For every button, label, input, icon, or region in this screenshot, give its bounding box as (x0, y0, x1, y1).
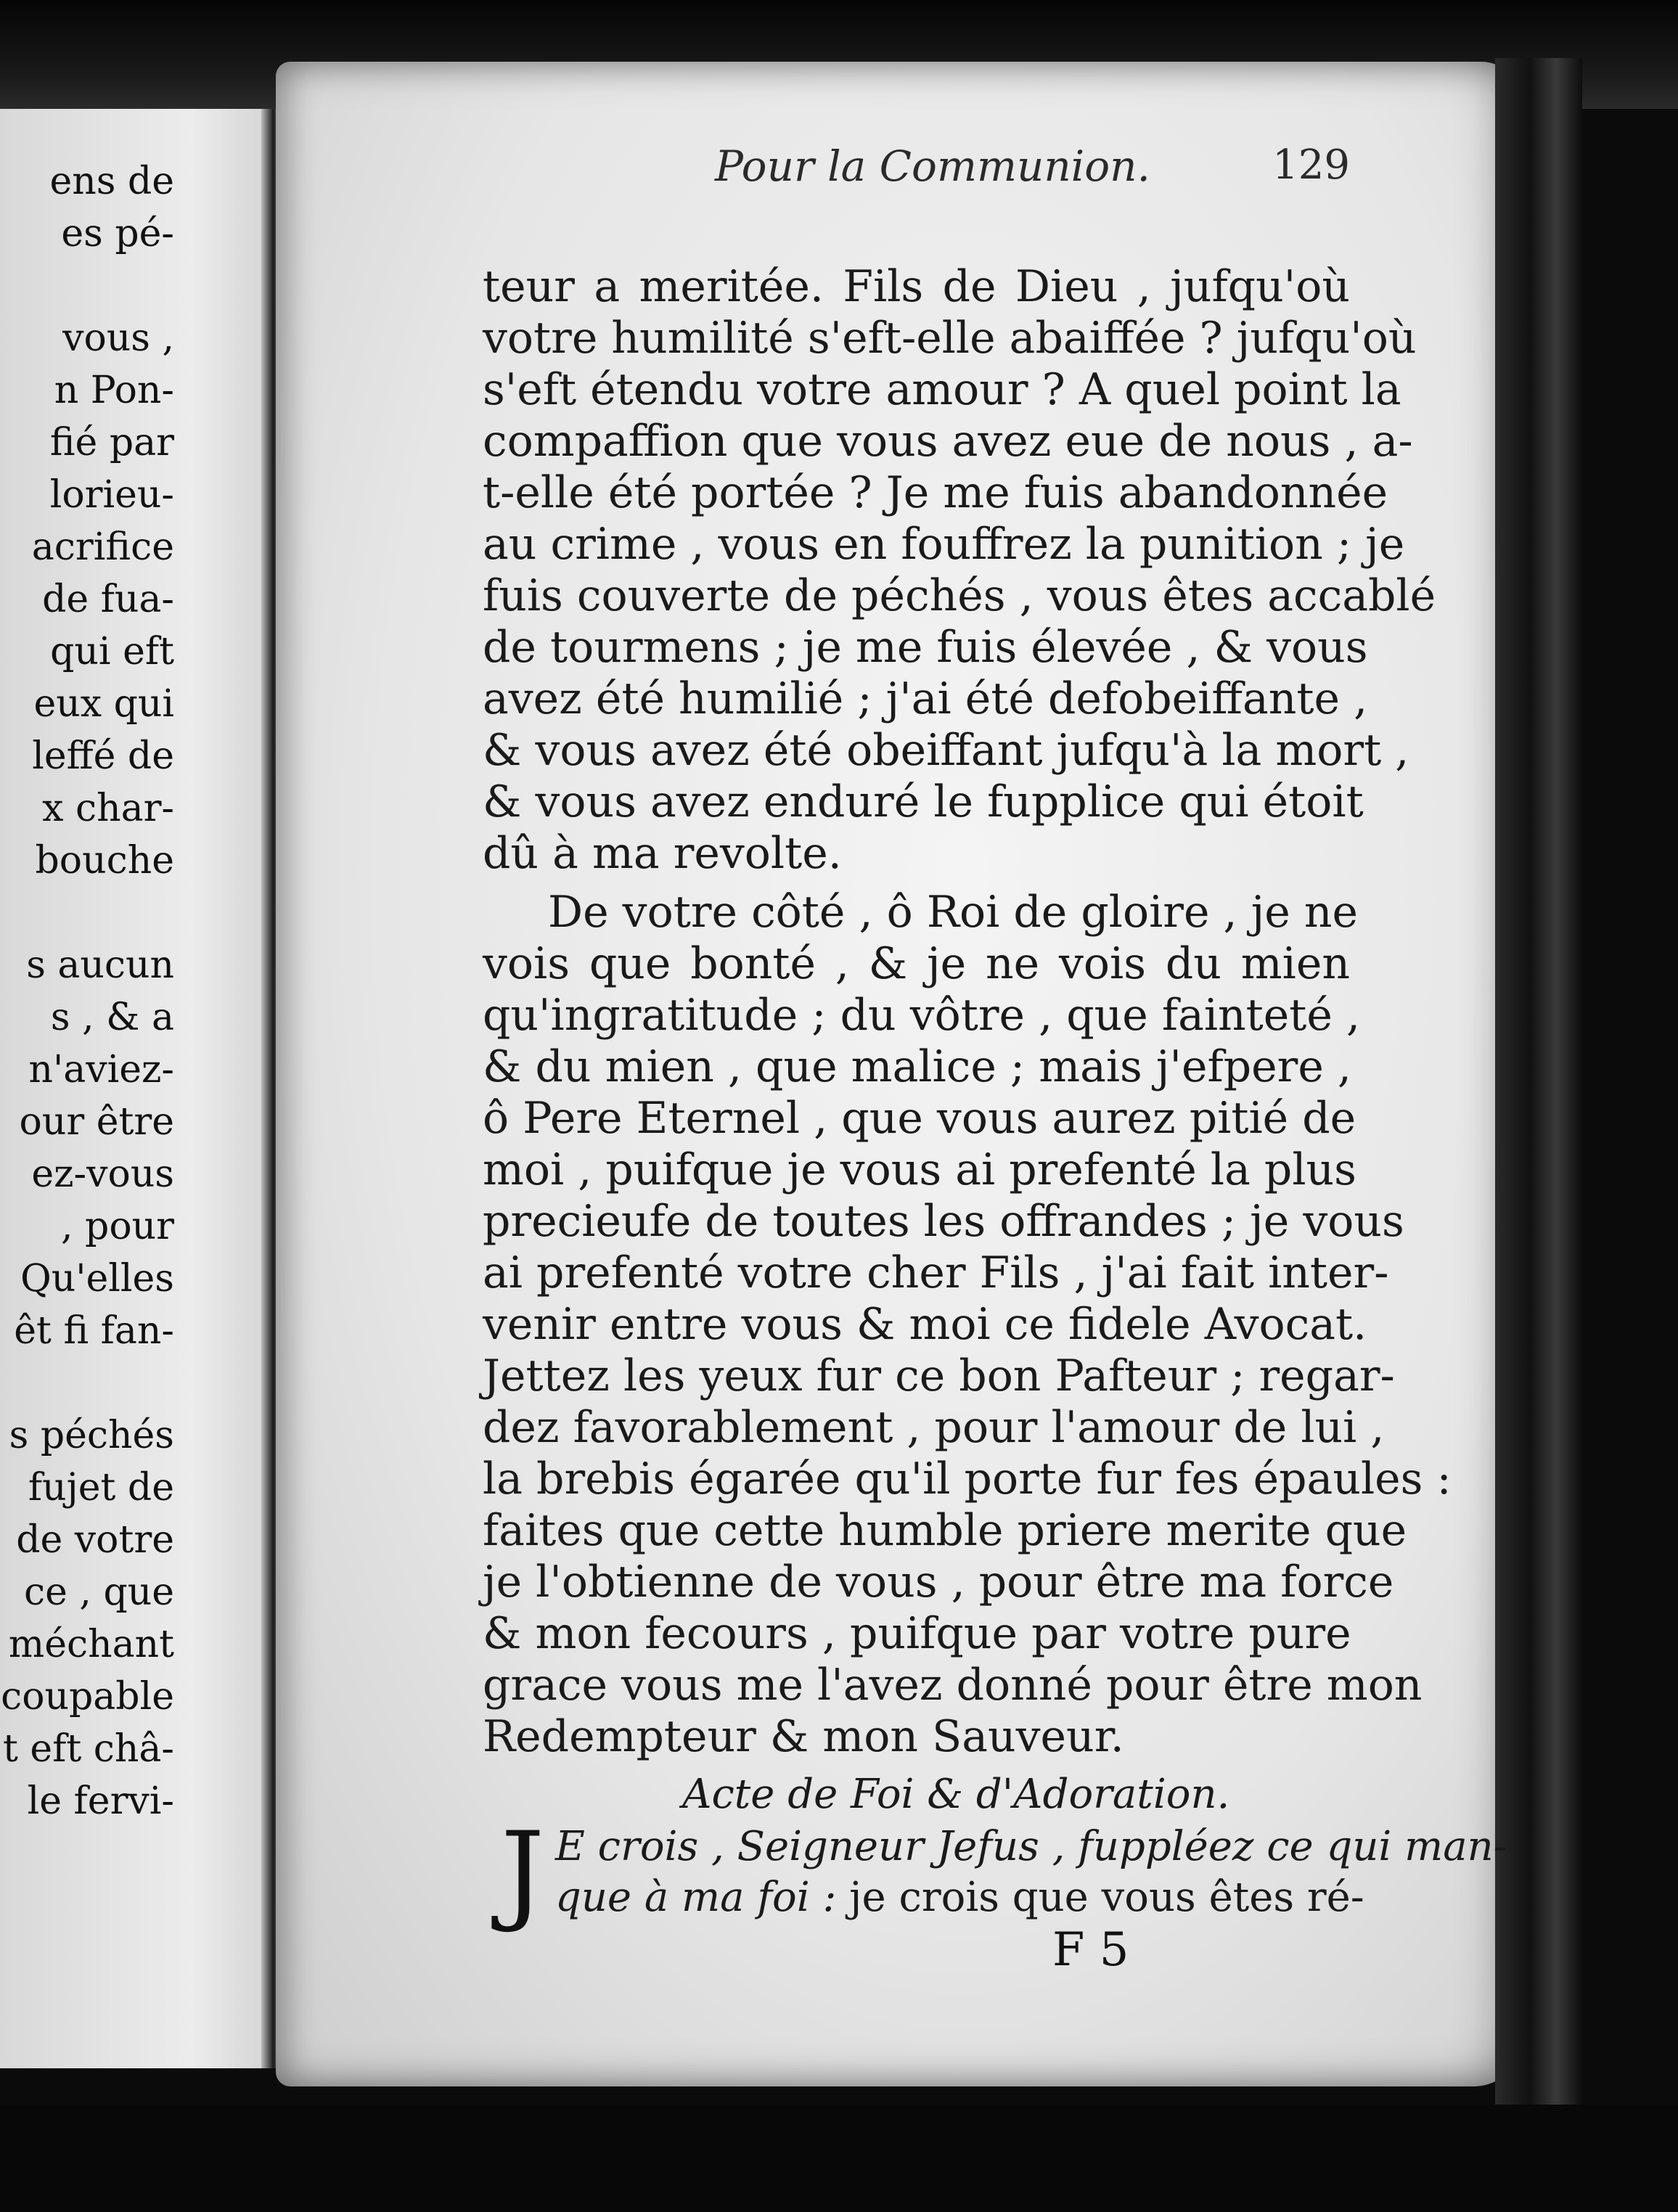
body-line: dez favorablement , pour l'amour de lui , (483, 1402, 1385, 1453)
left-page-line: méchant (8, 1623, 174, 1666)
left-page-line: Qu'elles (20, 1257, 174, 1300)
left-page-line: our être (19, 1100, 174, 1144)
left-page-line: es pé- (61, 212, 174, 255)
body-line: & vous avez enduré le fupplice qui étoit (483, 777, 1364, 827)
running-head (435, 142, 1350, 207)
page-number: 129 (1272, 142, 1350, 189)
left-page-line: ens de (49, 160, 174, 203)
section-text-italic: E crois , Seigneur Jefus , fuppléez ce qui man- (555, 1823, 1507, 1870)
signature-mark: F 5 (1052, 1923, 1129, 1977)
body-line: faites que cette humble priere merite que (483, 1505, 1407, 1556)
section-heading: Acte de Foi & d'Adoration. (682, 1771, 1230, 1818)
left-page-line: n'aviez- (28, 1048, 174, 1091)
left-page-line: le fervi- (27, 1779, 174, 1823)
body-line: au crime , vous en fouffrez la punition ; je (483, 519, 1405, 570)
body-line: precieufe de toutes les offrandes ; je vous (483, 1196, 1404, 1247)
body-line: compaffion que vous avez eue de nous , a- (483, 416, 1413, 467)
left-page-line: de fua- (42, 578, 174, 621)
body-line: qu'ingratitude ; du vôtre , que fainteté , (483, 990, 1361, 1041)
body-line: grace vous me l'avez donné pour être mon (483, 1660, 1423, 1711)
section-text-line (555, 1872, 1364, 1923)
left-page-line: ce , que (23, 1570, 174, 1614)
body-line: votre humilité s'eft-elle abaiffée ? jufqu'où (483, 313, 1417, 364)
body-line: ai prefenté votre cher Fils , j'ai fait inter- (483, 1248, 1389, 1298)
left-page-line: fié par (49, 421, 174, 464)
body-line: Jettez les yeux fur ce bon Pafteur ; regar- (483, 1351, 1395, 1401)
body-line: & mon fecours , puifque par votre pure (483, 1608, 1351, 1659)
left-page-line: leffé de (32, 734, 174, 778)
body-line: & du mien , que malice ; mais j'efpere , (483, 1041, 1351, 1092)
left-page-line: qui eft (50, 630, 174, 673)
left-page-line: lorieu- (49, 473, 174, 517)
body-line: de tourmens ; je me fuis élevée , & vous (483, 622, 1368, 673)
section-text-roman: je crois que vous êtes ré- (836, 1874, 1364, 1921)
book-edge (1495, 58, 1582, 2105)
section-text-italic: que à ma foi : (555, 1874, 837, 1921)
left-page-line: vous , (62, 316, 174, 360)
left-page-line: coupable (1, 1675, 174, 1719)
body-line: fuis couverte de péchés , vous êtes accablé (483, 570, 1436, 621)
section-text-line (555, 1822, 1507, 1872)
left-page-line: bouche (35, 839, 174, 882)
left-page-line: , pour (61, 1205, 174, 1248)
left-page-line: n Pon- (54, 369, 174, 412)
left-page-line: eux qui (33, 682, 174, 726)
body-line: venir entre vous & moi ce fidele Avocat. (483, 1299, 1367, 1350)
left-page-line: êt fi fan- (14, 1309, 174, 1353)
body-line: la brebis égarée qu'il porte fur fes épaules : (483, 1454, 1452, 1504)
body-line: s'eft étendu votre amour ? A quel point la (483, 364, 1401, 415)
body-line: teur a meritée. Fils de Dieu , jufqu'où (483, 261, 1350, 312)
left-page-line: ez-vous (31, 1152, 174, 1196)
left-page-line: s , & a (50, 996, 174, 1039)
body-line: vois que bonté , & je ne vois du mien (483, 938, 1350, 989)
body-line: je l'obtienne de vous , pour être ma force (483, 1557, 1394, 1607)
left-page-line: s aucun (26, 943, 174, 987)
body-line: De votre côté , ô Roi de gloire , je ne (548, 887, 1359, 938)
scan-border-bottom (0, 2105, 1678, 2212)
body-line: dû à ma revolte. (483, 828, 842, 879)
body-line: avez été humilié ; j'ai été defobeiffante , (483, 673, 1368, 724)
body-line: Redempteur & mon Sauveur. (483, 1711, 1124, 1762)
body-line: & vous avez été obeiffant jufqu'à la mort , (483, 725, 1409, 776)
drop-cap: J (501, 1809, 545, 1936)
left-page-line: de votre (16, 1518, 174, 1562)
left-page-line: x char- (42, 787, 174, 830)
left-page-line: t eft châ- (2, 1727, 174, 1771)
body-line: ô Pere Eternel , que vous aurez pitié de (483, 1093, 1356, 1144)
body-line: t-elle été portée ? Je me fuis abandonnée (483, 467, 1388, 518)
left-page-line: s péchés (9, 1414, 174, 1457)
left-page-line: acrifice (31, 525, 174, 569)
running-title: Pour la Communion. (715, 142, 1150, 191)
body-line: moi , puifque je vous ai prefenté la plus (483, 1144, 1356, 1195)
left-page-line: fujet de (28, 1466, 174, 1510)
